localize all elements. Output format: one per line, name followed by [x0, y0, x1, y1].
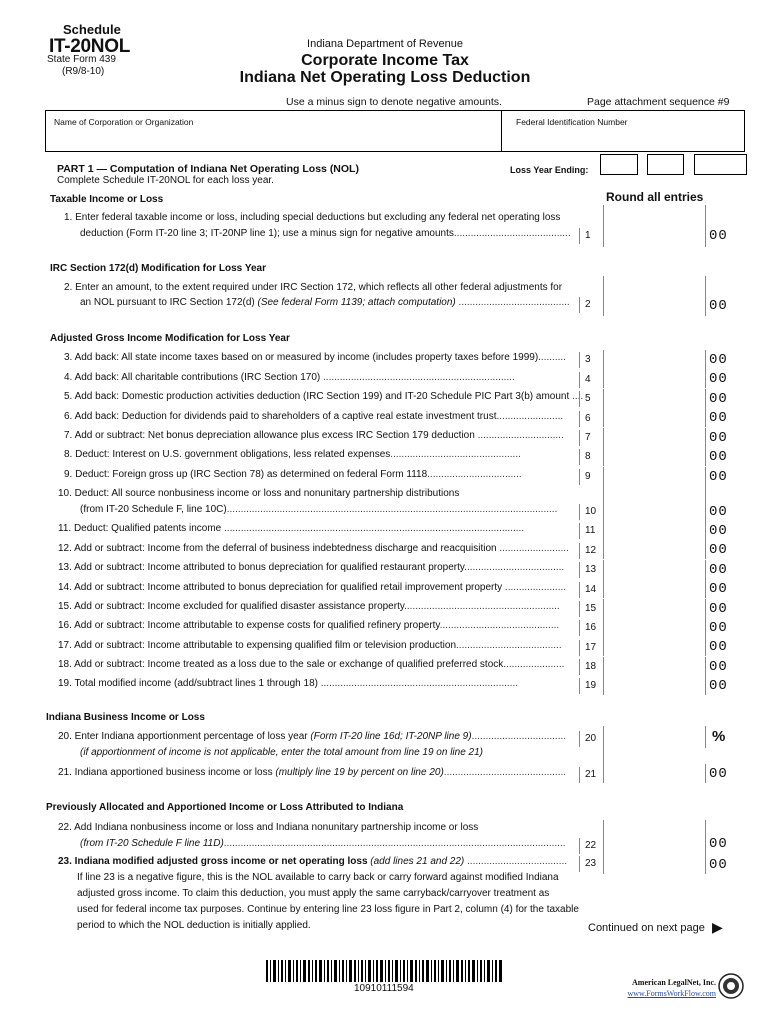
line-6-amount-field[interactable]: [603, 408, 705, 427]
line-10-cents: 00: [705, 486, 745, 523]
line-8-amount-field[interactable]: [603, 447, 705, 466]
line-8-text: [64, 449, 521, 460]
line-7-cents: 00: [705, 428, 745, 447]
line-17-cents: 00: [705, 637, 745, 656]
line-15-amount-field[interactable]: [603, 599, 705, 618]
line-20-note: (if apportionment of income is not applicable, enter the total amount from line 19 on line 21): [80, 747, 484, 758]
line-16-cents: 00: [705, 618, 745, 637]
line-22-leader: ...........................................................................................................................: [223, 838, 566, 849]
line-17-number: 17: [579, 640, 603, 656]
form-id: IT-20NOL: [49, 36, 131, 57]
corporation-name-field[interactable]: [50, 127, 498, 149]
schedule-label: Schedule: [63, 22, 121, 37]
line-2-leader: ........................................: [455, 297, 570, 308]
line-23-leader: ....................................: [464, 856, 568, 867]
state-form-number: State Form 439: [47, 54, 116, 65]
line-4-leader: .....................................................................: [323, 372, 515, 383]
line-20-text-cont: [80, 747, 483, 758]
section-agi-modification: Adjusted Gross Income Modification for Loss Year: [50, 333, 290, 344]
line-20-text: [58, 731, 566, 742]
line-8-cents: 00: [705, 447, 745, 466]
line-6-leader: ........................: [496, 411, 564, 422]
corporation-name-label: Name of Corporation or Organization: [54, 117, 194, 127]
line-2-text: 2. Enter an amount, to the extent required under IRC Section 172, which reflects all other federal adjustments for: [64, 282, 563, 293]
line-14-cents: 00: [705, 579, 745, 598]
minus-sign-note: Use a minus sign to denote negative amounts.: [286, 96, 502, 108]
loss-year-day-field[interactable]: [647, 154, 684, 175]
line-18-text: [58, 659, 564, 670]
line-3-number: 3: [579, 352, 603, 368]
line-14-text: [58, 582, 566, 593]
line-12-leader: .........................: [499, 543, 569, 554]
line-23-number: 23: [579, 856, 603, 872]
form-title-1: Corporate Income Tax: [301, 52, 469, 69]
line-17-text: [58, 640, 562, 651]
line-6-cents: 00: [705, 408, 745, 427]
line-20-percent: [705, 726, 745, 748]
line-18-leader: ......................: [503, 659, 565, 670]
line-13-leader: ....................................: [464, 562, 565, 573]
continued-note: Continued on next page: [588, 922, 705, 934]
line-4-amount-field[interactable]: [603, 369, 705, 388]
line-2-text-cont: [80, 297, 570, 308]
line-4-number: 4: [579, 372, 603, 388]
percent-sign: %: [712, 728, 726, 745]
line-1-amount-field[interactable]: [603, 226, 705, 245]
publisher-logo-icon: [718, 973, 744, 999]
line-10-text-cont: [80, 504, 557, 515]
line-9-label: 9. Deduct: Foreign gross up (IRC Section 78) as determined on federal Form 1118: [64, 469, 428, 480]
loss-year-month-field[interactable]: [600, 154, 638, 175]
line-7-leader: ...............................: [477, 430, 564, 441]
line-16-number: 16: [579, 620, 603, 636]
publisher-url[interactable]: www.FormsWorkFlow.com: [627, 989, 716, 998]
line-23-note-1: If line 23 is a negative figure, this is the NOL available to carry back or carry forward against modified Indiana: [77, 872, 559, 883]
line-12-number: 12: [579, 543, 603, 559]
line-14-label: 14. Add or subtract: Income attributed to bonus depreciation for qualified retail improvement property: [58, 582, 505, 593]
line-15-text: [58, 601, 560, 612]
line-23-text-bold: 23. Indiana modified adjusted gross income or net operating loss: [58, 856, 371, 867]
line-9-amount-field[interactable]: [603, 467, 705, 486]
line-5-number: 5: [579, 391, 603, 407]
line-15-number: 15: [579, 601, 603, 617]
line-11-leader: ............................................................................................................: [224, 523, 525, 534]
line-12-text: [58, 543, 569, 554]
loss-year-ending-label: Loss Year Ending:: [510, 165, 589, 175]
line-21-text: [58, 767, 566, 778]
identification-box: [45, 110, 745, 152]
line-5-amount-field[interactable]: [603, 389, 705, 408]
line-22-text-italic: (from IT-20 Schedule F line 11D): [80, 838, 224, 849]
line-18-amount-field[interactable]: [603, 657, 705, 676]
line-17-amount-field[interactable]: [603, 637, 705, 656]
line-19-number: 19: [579, 678, 603, 694]
line-15-leader: ........................................................: [404, 601, 560, 612]
line-18-cents: 00: [705, 657, 745, 676]
line-2-cents: 00: [705, 276, 745, 316]
line-18-label: 18. Add or subtract: Income treated as a loss due to the sale or exchange of qualified preferred stock: [58, 659, 504, 670]
line-20-number: 20: [579, 731, 603, 747]
line-7-number: 7: [579, 430, 603, 446]
line-19-label: 19. Total modified income (add/subtract lines 1 through 18): [58, 678, 321, 689]
line-20-text-italic: (Form IT-20 line 16d; IT-20NP line 9): [310, 731, 472, 742]
line-21-leader: ............................................: [443, 767, 567, 778]
form-title-2: Indiana Net Operating Loss Deduction: [239, 69, 531, 86]
line-3-cents: 00: [705, 350, 745, 369]
line-10-text: 10. Deduct: All source nonbusiness income or loss and nonunitary partnership distributions: [58, 488, 460, 499]
line-7-amount-field[interactable]: [603, 428, 705, 447]
line-3-amount-field[interactable]: [603, 350, 705, 369]
line-3-label: 3. Add back: All state income taxes based on or measured by income (includes property taxes before 1999): [64, 352, 539, 363]
line-19-text: [58, 678, 518, 689]
continue-arrow-icon: ▶: [712, 919, 723, 935]
line-23-text: [58, 856, 567, 867]
line-12-label: 12. Add or subtract: Income from the deferral of business indebtedness discharge and reacquisition: [58, 543, 500, 554]
line-21-text-italic: (multiply line 19 by percent on line 20): [275, 767, 444, 778]
line-14-leader: ......................: [504, 582, 567, 593]
line-18-number: 18: [579, 659, 603, 675]
line-11-text: [58, 523, 524, 534]
line-22-number: 22: [579, 838, 603, 854]
line-4-text: [64, 372, 515, 383]
line-11-number: 11: [579, 523, 603, 539]
line-17-leader: ......................................: [456, 640, 562, 651]
line-20-leader: ..................................: [471, 731, 567, 742]
line-11-label: 11. Deduct: Qualified patents income: [58, 523, 225, 534]
line-9-cents: 00: [705, 467, 745, 486]
section-irc-172: IRC Section 172(d) Modification for Loss Year: [50, 263, 266, 274]
line-23-note-2: adjusted gross income. To claim this deduction, you must apply the same carryback/carryover treatment as: [77, 888, 550, 899]
department-name: Indiana Department of Revenue: [307, 38, 463, 50]
line-16-leader: ...........................................: [439, 620, 560, 631]
line-23-note-4: period to which the NOL deduction is initially applied.: [77, 920, 311, 931]
part1-subtitle: Complete Schedule IT-20NOL for each loss year.: [57, 175, 274, 186]
line-6-text: [64, 411, 563, 422]
line-5-leader: ....: [569, 391, 584, 402]
line-7-text: [64, 430, 564, 441]
line-7-label: 7. Add or subtract: Net bonus depreciation allowance plus excess IRC Section 179 deduction: [64, 430, 478, 441]
line-1-text: 1. Enter federal taxable income or loss, including special deductions but excluding any federal net operating loss: [64, 212, 561, 223]
id-box-divider: [501, 111, 502, 152]
line-13-text: [58, 562, 564, 573]
line-3-leader: ..........: [538, 352, 566, 363]
line-14-amount-field[interactable]: [603, 579, 705, 598]
line-1-number: 1: [579, 228, 603, 244]
line-15-label: 15. Add or subtract: Income excluded for qualified disaster assistance property: [58, 601, 405, 612]
line-6-number: 6: [579, 411, 603, 427]
line-16-amount-field[interactable]: [603, 618, 705, 637]
section-taxable-income: Taxable Income or Loss: [50, 194, 164, 205]
publisher-name: American LegalNet, Inc.: [632, 978, 716, 987]
line-21-text-a: 21. Indiana apportioned business income or loss: [58, 767, 276, 778]
line-1-text-b: deduction (Form IT-20 line 3; IT-20NP line 1); use a minus sign for negative amounts: [80, 228, 454, 239]
line-4-label: 4. Add back: All charitable contributions (IRC Section 170): [64, 372, 324, 383]
line-16-label: 16. Add or subtract: Income attributable to expense costs for qualified refinery property: [58, 620, 440, 631]
line-21-number: 21: [579, 767, 603, 783]
line-6-label: 6. Add back: Deduction for dividends paid to shareholders of a captive real estate investment trust: [64, 411, 497, 422]
line-21-cents: 00: [705, 764, 745, 783]
revision-date: (R9/8-10): [62, 66, 105, 77]
line-10-amount-field[interactable]: [603, 486, 705, 523]
line-11-amount-field[interactable]: [603, 521, 705, 540]
line-23-cents: 00: [705, 855, 745, 874]
line-1-cents: 00: [705, 226, 745, 245]
line-12-cents: 00: [705, 540, 745, 559]
line-23-note-3: used for federal income tax purposes. Continue by entering line 23 loss figure in Part 2, column (4) for the taxable: [77, 904, 579, 915]
line-13-cents: 00: [705, 560, 745, 579]
fein-label: Federal Identification Number: [516, 117, 628, 127]
line-22-cents: 00: [705, 820, 745, 856]
line-8-label: 8. Deduct: Interest on U.S. government obligations, less related expenses: [64, 449, 391, 460]
line-13-amount-field[interactable]: [603, 560, 705, 579]
line-10-text-b: (from IT-20 Schedule F, line 10C): [80, 504, 227, 515]
barcode: [266, 960, 502, 982]
section-indiana-business: Indiana Business Income or Loss: [46, 712, 205, 723]
line-8-number: 8: [579, 449, 603, 465]
line-22-text-cont: [80, 838, 566, 849]
line-15-cents: 00: [705, 599, 745, 618]
line-2-amount-field[interactable]: [603, 276, 705, 316]
line-1-text-cont: [80, 228, 571, 239]
line-22-amount-field[interactable]: [603, 820, 705, 856]
fein-field[interactable]: [506, 127, 742, 149]
line-23-amount-field[interactable]: [603, 855, 705, 874]
line-5-text: [64, 391, 583, 402]
line-3-text: [64, 352, 566, 363]
line-11-cents: 00: [705, 521, 745, 540]
line-9-text: [64, 469, 522, 480]
line-8-leader: ...............................................: [390, 449, 521, 460]
line-14-number: 14: [579, 582, 603, 598]
loss-year-year-field[interactable]: [694, 154, 747, 175]
line-12-amount-field[interactable]: [603, 540, 705, 559]
line-20-text-a: 20. Enter Indiana apportionment percentage of loss year: [58, 731, 311, 742]
line-20-percent-field[interactable]: [603, 726, 705, 764]
line-23-text-italic: (add lines 21 and 22): [370, 856, 465, 867]
line-2-number: 2: [579, 297, 603, 313]
line-13-label: 13. Add or subtract: Income attributed to bonus depreciation for qualified restaurant property: [58, 562, 465, 573]
line-10-number: 10: [579, 504, 603, 520]
section-previously-allocated: Previously Allocated and Apportioned Income or Loss Attributed to Indiana: [46, 802, 404, 813]
line-9-number: 9: [579, 469, 603, 485]
line-2-text-italic: (See federal Form 1139; attach computation): [257, 297, 456, 308]
line-13-number: 13: [579, 562, 603, 578]
barcode-number: 10910111594: [354, 983, 414, 994]
line-21-amount-field[interactable]: [603, 764, 705, 783]
line-2-text-b: an NOL pursuant to IRC Section 172(d): [80, 297, 258, 308]
line-5-cents: 00: [705, 389, 745, 408]
round-entries-note: Round all entries: [606, 190, 704, 204]
part1-title: PART 1 — Computation of Indiana Net Operating Loss (NOL): [57, 163, 359, 175]
line-4-cents: 00: [705, 369, 745, 388]
line-19-amount-field[interactable]: [603, 676, 705, 695]
line-22-text: 22. Add Indiana nonbusiness income or loss and Indiana nonunitary partnership income or loss: [58, 822, 479, 833]
line-16-text: [58, 620, 559, 631]
line-1-leader: ..........................................: [453, 228, 571, 239]
line-10-leader: .......................................................................................................................: [226, 504, 558, 515]
attachment-sequence: Page attachment sequence #9: [587, 96, 730, 108]
line-17-label: 17. Add or subtract: Income attributable to expensing qualified film or television production: [58, 640, 457, 651]
line-9-leader: ..................................: [427, 469, 522, 480]
line-19-leader: .......................................................................: [320, 678, 519, 689]
line-19-cents: 00: [705, 676, 745, 695]
line-5-label: 5. Add back: Domestic production activities deduction (IRC Section 199) and IT-20 Schedule PIC Part 3(b) amount: [64, 391, 570, 402]
